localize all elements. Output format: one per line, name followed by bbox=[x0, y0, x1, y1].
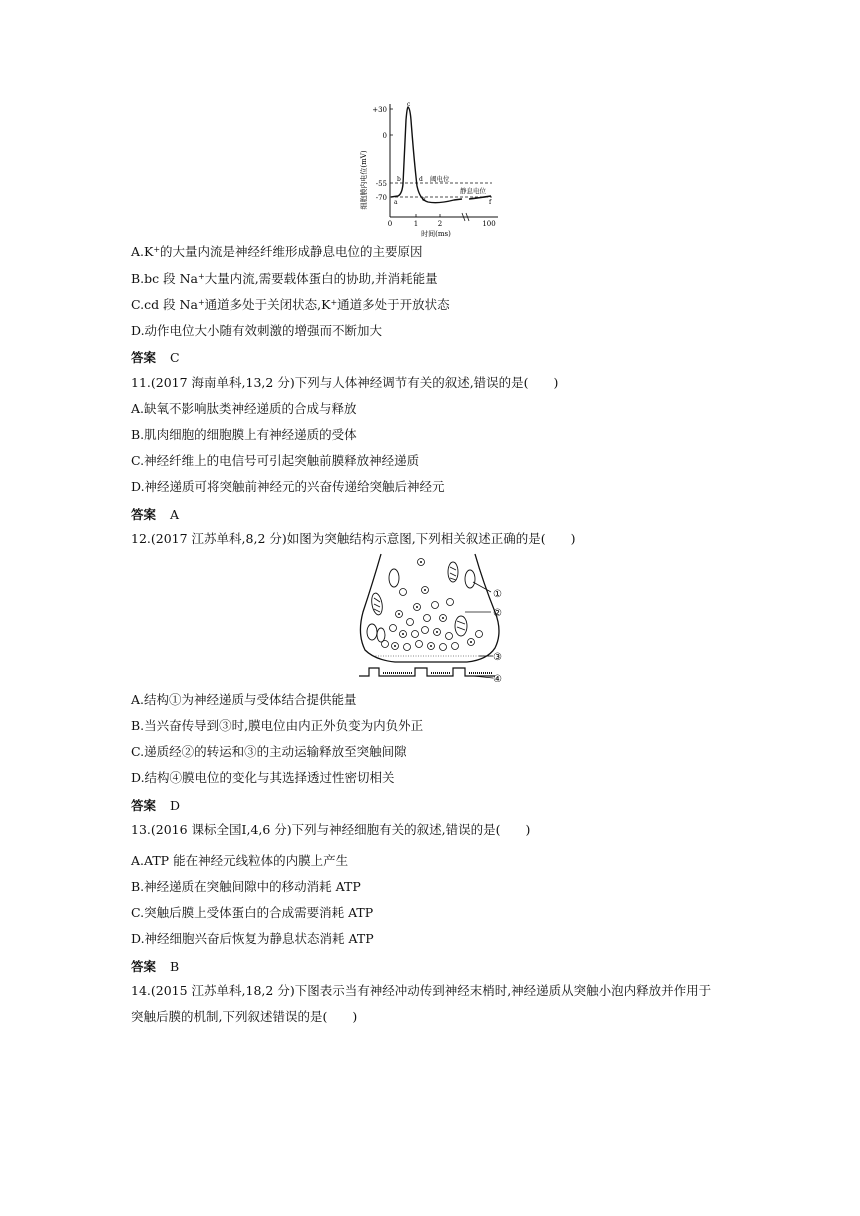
q11-option-a: A.缺氧不影响肽类神经递质的合成与释放 bbox=[131, 401, 357, 416]
action-potential-graph bbox=[358, 100, 504, 238]
q12-option-d: D.结构④膜电位的变化与其选择透过性密切相关 bbox=[131, 770, 395, 785]
point-label: f bbox=[489, 199, 492, 206]
y-axis-label: 细胞膜内电位(mV) bbox=[360, 150, 368, 210]
q13-answer: 答案 B bbox=[131, 959, 180, 974]
x-tick: 2 bbox=[437, 220, 443, 228]
q13-option-a: A.ATP 能在神经元线粒体的内膜上产生 bbox=[131, 853, 349, 868]
q13-option-c: C.突触后膜上受体蛋白的合成需要消耗 ATP bbox=[131, 905, 374, 920]
q11-option-d: D.神经递质可将突触前神经元的兴奋传递给突触后神经元 bbox=[131, 479, 445, 494]
point-label: d bbox=[419, 176, 423, 183]
q13-option-d: D.神经细胞兴奋后恢复为静息状态消耗 ATP bbox=[131, 931, 374, 946]
x-axis-label: 时间(ms) bbox=[421, 230, 451, 238]
point-label: e bbox=[422, 196, 426, 203]
synapse-diagram bbox=[355, 552, 513, 682]
y-tick: +30 bbox=[372, 106, 387, 114]
x-tick: 1 bbox=[413, 220, 419, 228]
point-label: b bbox=[397, 176, 401, 183]
q12-stem: 12.(2017 江苏单科,8,2 分)如图为突触结构示意图,下列相关叙述正确的是( ) bbox=[131, 531, 576, 546]
q10-answer: 答案 C bbox=[131, 350, 180, 365]
point-label: a bbox=[394, 199, 398, 206]
y-tick: -55 bbox=[375, 180, 387, 188]
q12-option-a: A.结构①为神经递质与受体结合提供能量 bbox=[131, 692, 357, 707]
label-3: ③ bbox=[493, 652, 502, 663]
q12-option-c: C.递质经②的转运和③的主动运输释放至突触间隙 bbox=[131, 744, 407, 759]
y-tick: 0 bbox=[382, 132, 387, 140]
x-tick: 0 bbox=[387, 220, 393, 228]
y-tick: -70 bbox=[375, 194, 387, 202]
q11-stem: 11.(2017 海南单科,13,2 分)下列与人体神经调节有关的叙述,错误的是( ) bbox=[131, 375, 559, 390]
point-label: c bbox=[407, 101, 411, 108]
threshold-label: 阈电位 bbox=[430, 175, 450, 183]
q11-option-b: B.肌肉细胞的细胞膜上有神经递质的受体 bbox=[131, 427, 357, 442]
label-2: ② bbox=[493, 608, 502, 619]
q11-answer: 答案 A bbox=[131, 507, 180, 522]
label-4: ④ bbox=[493, 674, 502, 682]
q12-answer: 答案 D bbox=[131, 798, 181, 813]
q13-stem: 13.(2016 课标全国Ⅰ,4,6 分)下列与神经细胞有关的叙述,错误的是( ) bbox=[131, 822, 531, 837]
q12-option-b: B.当兴奋传导到③时,膜电位由内正外负变为内负外正 bbox=[131, 718, 424, 733]
q11-option-c: C.神经纤维上的电信号可引起突触前膜释放神经递质 bbox=[131, 453, 420, 468]
q10-option-c: C.cd 段 Na+通道多处于关闭状态,K+通道多处于开放状态 bbox=[131, 297, 450, 312]
q10-option-a: A.K+的大量内流是神经纤维形成静息电位的主要原因 bbox=[131, 244, 423, 259]
resting-label: 静息电位 bbox=[460, 187, 486, 195]
q14-stem-line2: 突触后膜的机制,下列叙述错误的是( ) bbox=[131, 1009, 358, 1024]
q10-option-d: D.动作电位大小随有效刺激的增强而不断加大 bbox=[131, 323, 383, 338]
label-1: ① bbox=[493, 589, 502, 600]
x-tick: 100 bbox=[482, 220, 496, 228]
q14-stem-line1: 14.(2015 江苏单科,18,2 分)下图表示当有神经冲动传到神经末梢时,神经递质从突触小泡内释放并作用于 bbox=[131, 983, 712, 998]
q10-option-b: B.bc 段 Na+大量内流,需要载体蛋白的协助,并消耗能量 bbox=[131, 271, 438, 286]
q13-option-b: B.神经递质在突触间隙中的移动消耗 ATP bbox=[131, 879, 361, 894]
